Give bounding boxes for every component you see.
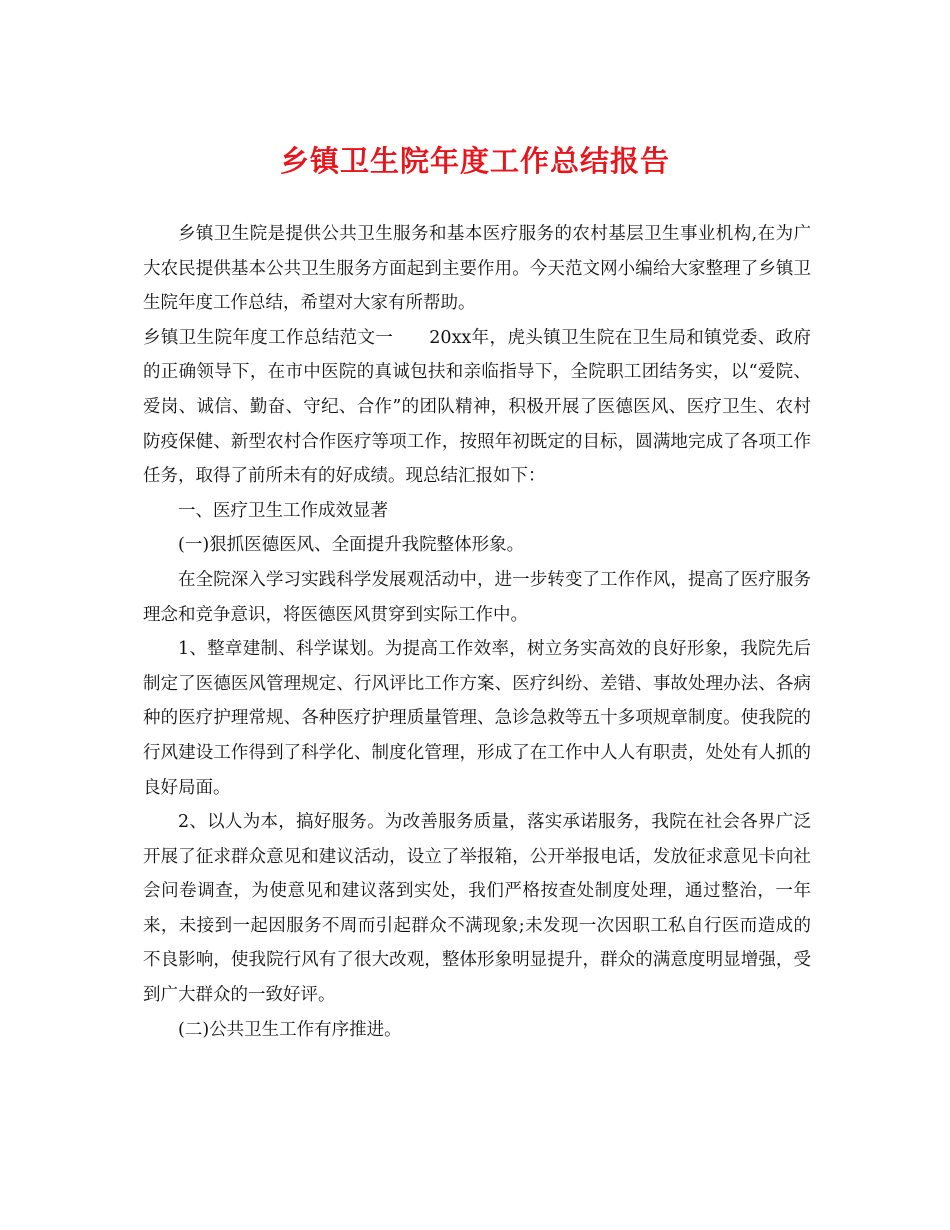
document-body <box>143 217 811 1047</box>
section-1-heading: 一、医疗卫生工作成效显著 <box>178 500 388 521</box>
item-1-paragraph: 1、整章建制、科学谋划。为提高工作效率，树立务实高效的良好形象，我院先后制定了医德医风管理规定、行风评比工作方案、医疗纠纷、差错、事故处理办法、各病种的医疗护理常规、各种医疗护理质量管理、急诊急救等五十多项规章制度。使我院的行风建设工作得到了科学化、制度化管理，形成了在工作中人人有职责，处处有人抓的良好局面。 <box>143 639 811 798</box>
subsection-2-heading: (二)公共卫生工作有序推进。 <box>178 1019 402 1040</box>
intro-paragraph: 乡镇卫生院是提供公共卫生服务和基本医疗服务的农村基层卫生事业机构,在为广大农民提供基本公共卫生服务方面起到主要作用。今天范文网小编给大家整理了乡镇卫生院年度工作总结，希望对大家有所帮助。 <box>143 224 811 314</box>
subsection-1-heading: (一)狠抓医德医风、全面提升我院整体形象。 <box>178 535 525 556</box>
sample-paragraph <box>143 321 811 494</box>
sample-text: 20xx年，虎头镇卫生院在卫生局和镇党委、政府的正确领导下，在市中医院的真诚包扶和亲临指导下，全院职工团结务实，以“爱院、爱岗、诚信、勤奋、守纪、合作”的团队精神，积极开展了医德医风、医疗卫生、农村防疫保健、新型农村合作医疗等项工作，按照年初既定的目标，圆满地完成了各项工作任务，取得了前所未有的好成绩。现总结汇报如下： <box>143 327 811 487</box>
subsection-1-paragraph: 在全院深入学习实践科学发展观活动中，进一步转变了工作作风，提高了医疗服务理念和竞争意识，将医德医风贯穿到实际工作中。 <box>143 569 811 625</box>
document-title: 乡镇卫生院年度工作总结报告 <box>279 144 670 178</box>
sample-label: 乡镇卫生院年度工作总结范文一 <box>143 327 394 348</box>
item-2-paragraph: 2、以人为本，搞好服务。为改善服务质量，落实承诺服务，我院在社会各界广泛开展了征求群众意见和建议活动，设立了举报箱，公开举报电话，发放征求意见卡向社会问卷调查，为使意见和建议落到实处，我们严格按查处制度处理，通过整治，一年来，未接到一起因服务不周而引起群众不满现象;未发现一次因职工私自行医而造成的不良影响，使我院行风有了很大改观，整体形象明显提升，群众的满意度明显增强，受到广大群众的一致好评。 <box>143 812 811 1006</box>
